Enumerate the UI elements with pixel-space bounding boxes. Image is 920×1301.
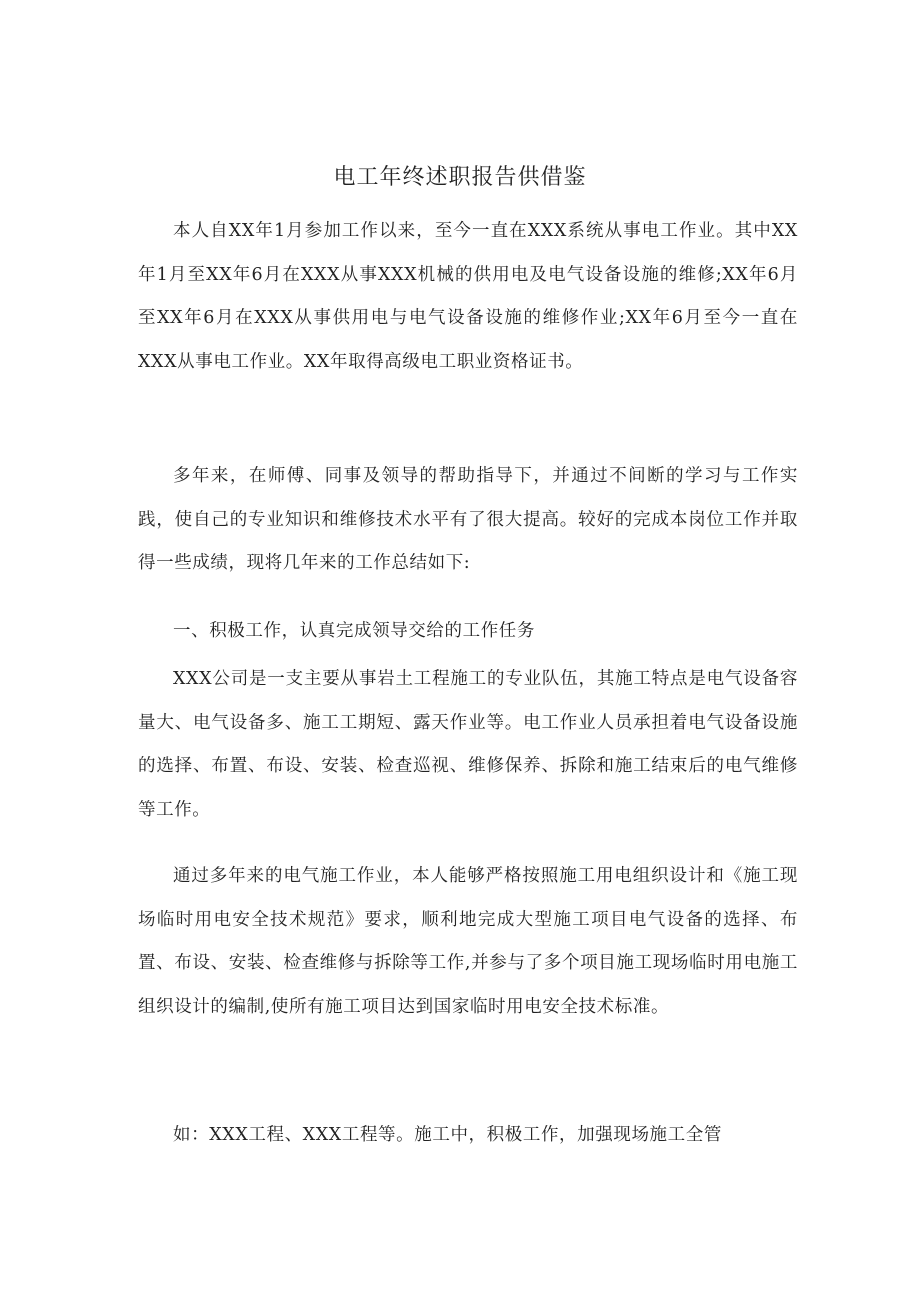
document-title: 电工年终述职报告供借鉴 — [333, 165, 587, 190]
paragraph-examples: 如：XXX工程、XXX工程等。施工中，积极工作，加强现场施工全管 — [173, 1125, 722, 1145]
paragraph-work-history: 本人自XX年1月参加工作以来，至今一直在XXX系统从事电工作业。其中XX年1月至XX年6月在XXX从事XXX机械的供用电及电气设备设施的维修;XX年6月至XX年6月在XXX从事供用电与电气设备设施的维修作业;XX年6月至今一直在XXX从事电工作业。XX年取得高级电工职业资格证书。 — [138, 221, 798, 372]
paragraph-skills-growth: 多年来，在师傅、同事及领导的帮助指导下，并通过不间断的学习与工作实践，使自己的专业知识和维修技术水平有了很大提高。较好的完成本岗位工作并取得一些成绩，现将几年来的工作总结如下: — [138, 466, 798, 573]
section-heading-1: 一、积极工作，认真完成领导交给的工作任务 — [173, 621, 535, 641]
paragraph-company-intro: XXX公司是一支主要从事岩土工程施工的专业队伍，其施工特点是电气设备容量大、电气设备多、施工工期短、露天作业等。电工作业人员承担着电气设备设施的选择、布置、布设、安装、检查巡视、维修保养、拆除和施工结束后的电气维修等工作。 — [138, 669, 798, 820]
paragraph-construction-work: 通过多年来的电气施工作业，本人能够严格按照施工用电组织设计和《施工现场临时用电安全技术规范》要求，顺利地完成大型施工项目电气设备的选择、布置、布设、安装、检查维修与拆除等工作,并参与了多个项目施工现场临时用电施工组织设计的编制,使所有施工项目达到国家临时用电安全技术标准。 — [138, 866, 798, 1017]
